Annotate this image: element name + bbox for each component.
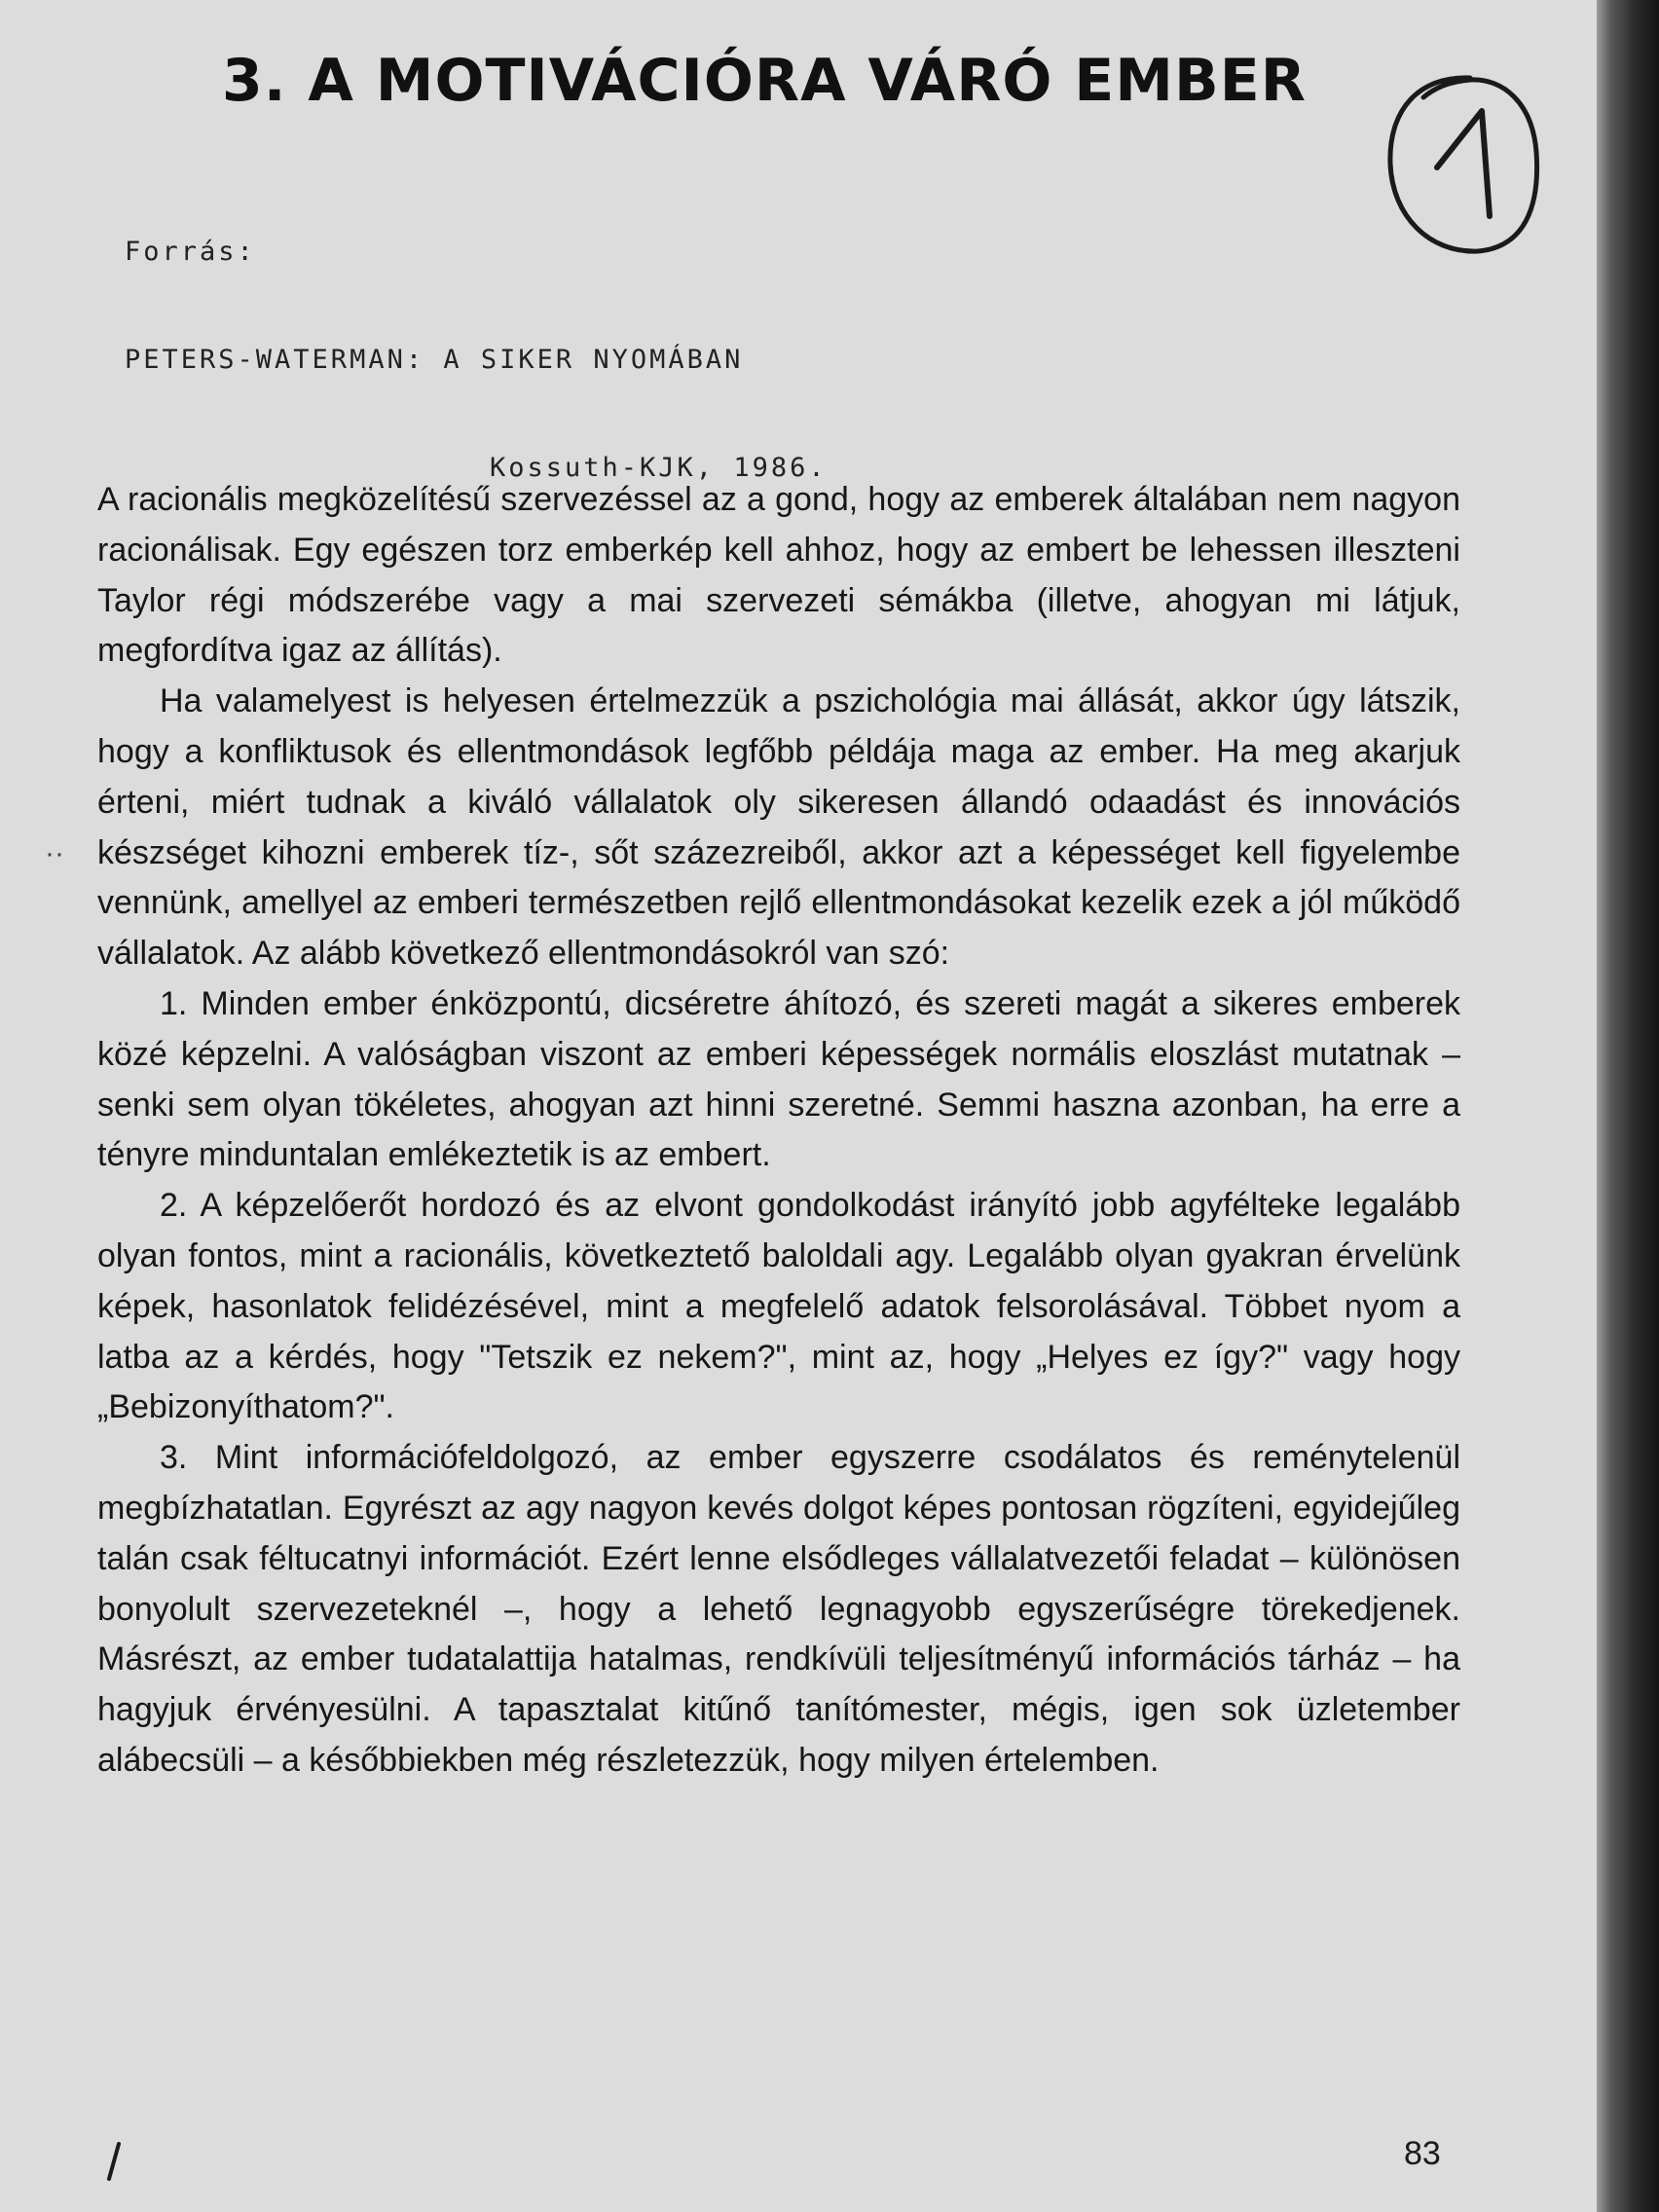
paragraph-intro: A racionális megközelítésű szervezéssel az a gond, hogy az emberek általában nem nagyon racionálisak. Egy egészen torz emberkép kell ahhoz, hogy az embert be lehessen illeszteni Taylor régi módszerébe vagy a mai szervezeti sémákba (illetve, ahogyan mi látjuk, megfordítva igaz az állítás). [97,481,1460,670]
source-publisher: Kossuth-KJK, 1986. [490,453,828,483]
article-body [97,475,1460,1787]
margin-mark: ·· [45,837,64,869]
page-number: 83 [1404,2135,1441,2172]
paragraph-point-2: 2. A képzelőerőt hordozó és az elvont gondolkodást irányító jobb agyfélteke legalább olyan fontos, mint a racionális, következtető baloldali agy. Legalább olyan gyakran érvelünk képek, hasonlatok felidézésével, mint a megfelelő adatok felsorolásával. Többet nyom a latba az a kérdés, hogy "Tetszik ez nekem?", mint az, hogy „Helyes ez így?" vagy hogy „Bebizonyíthatom?". [97,1187,1460,1426]
paragraph-point-3: 3. Mint információfeldolgozó, az ember egyszerre csodálatos és reménytelenül megbízhatatlan. Egyrészt az agy nagyon kevés dolgot képes pontosan rögzíteni, egyidejűleg talán csak féltucatnyi információt. Ezért lenne elsődleges vállalatvezetői feladat – különösen bonyolult szervezeteknél –, hogy a lehető legnagyobb egyszerűségre törekedjenek. Másrészt, az ember tudatalattija hatalmas, rendkívüli teljesítményű információs tárház – ha hagyjuk érvényesülni. A tapasztalat kitűnő tanítómester, mégis, igen sok üzletember alábecsüli – a későbbiekben még részletezzük, hogy milyen értelemben. [97,1439,1460,1779]
paragraph-point-1: 1. Minden ember énközpontú, dicséretre áhítozó, és szereti magát a sikeres emberek közé képzelni. A valóságban viszont az emberi képességek normális eloszlást mutatnak – senki sem olyan tökéletes, ahogyan azt hinni szeretné. Semmi haszna azonban, ha erre a tényre minduntalan emlékeztetik is az embert. [97,984,1460,1174]
source-label: Forrás: [125,237,256,267]
paragraph-psychology: Ha valamelyest is helyesen értelmezzük a pszichológia mai állását, akkor úgy látszik, hogy a konfliktusok és ellentmondások legfőbb példája maga az ember. Ha meg akarjuk érteni, miért tudnak a kiváló vállalatok oly sikeresen állandó odaadást és innovációs készséget kihozni emberek tíz-, sőt százezreiből, akkor azt a képességet kell figyelembe vennünk, amellyel az emberi természetben rejlő ellentmondásokat kezelik ezek a jól működő vállalatok. Az alább következő ellentmondásokról van szó: [97,682,1460,973]
source-line: PETERS-WATERMAN: A SIKER NYOMÁBAN [125,345,744,375]
margin-pencil-tick-icon [101,2142,127,2181]
chapter-title: 3. A MOTIVÁCIÓRA VÁRÓ EMBER [222,47,1307,115]
book-binding-edge [1597,0,1659,2212]
handwritten-circled-number-icon [1381,70,1542,259]
